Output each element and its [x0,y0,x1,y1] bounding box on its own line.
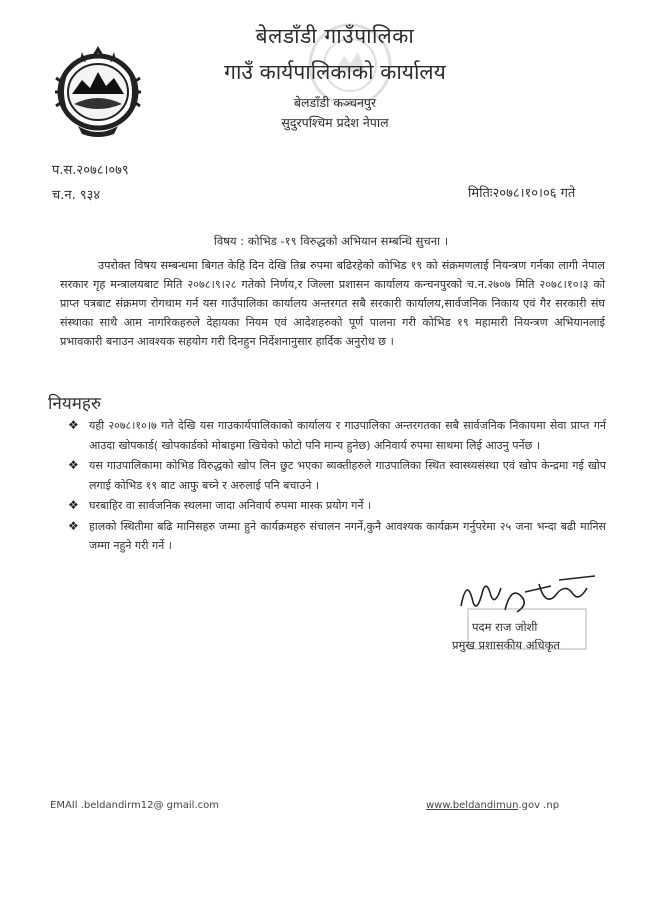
reference-ps: प.स.२०७८।०७९ [52,163,129,178]
rule-text: हालको स्थितीमा बढि मानिसहरु जम्मा हुने कार्यक्रमहरु संचालन नगर्ने,कुनै आवश्यक कार्यक्रम गर्नुपरेमा २५ जना भन्दा बढी मानिस जम्मा नहुने गरी गर्ने । [89,519,606,552]
signatory-title: प्रमुख प्रशासकीय अधिकृत [452,638,560,652]
rule-text: यस गाउपालिकामा कोभिड विरुद्धको खोप लिन छुट भएका ब्यक्तीहरुले गाउपालिका स्थित स्वास्थ्यसंस्था एवं खोप केन्द्रमा गई खोप लगाई कोभिड १९ बाट आफु बच्ने र अरुलाई पनि बचाउने । [89,459,606,492]
diamond-bullet-icon: ❖ [68,498,79,512]
office-name: गाउँ कार्यपालिकाको कार्यालय [224,60,446,84]
diamond-bullet-icon: ❖ [68,418,79,432]
nepal-emblem-icon [52,42,144,140]
diamond-bullet-icon: ❖ [68,458,79,472]
website-domain[interactable]: www.beldandimun [426,800,519,811]
list-item [66,517,606,556]
footer-website[interactable] [426,800,559,811]
subject-line: विषय : कोभिड -१९ विरुद्धको अभियान सम्बन्धि सुचना । [213,234,449,248]
municipality-name: बेलडाँडी गाउँपालिका [255,24,415,48]
rule-text: यही २०७८।१०।७ गते देखि यस गाउकार्यपालिकाको कार्यालय र गाउपालिका अन्तरगतका सबै सार्वजनिक निकायमा सेवा प्राप्त गर्न आउदा खोपकार्ड( खोपकार्डको मोबाइमा खिचेको फोटो पनि मान्य हुनेछ) अनिवार्य रुपमा साथमा लिई आउनु पर्नेछ । [89,419,606,452]
rule-text: घरबाहिर वा सार्वजनिक स्थलमा जादा अनिवार्य रुपमा मास्क प्रयोग गर्ने । [89,499,372,512]
list-item [66,416,606,455]
website-suffix: .gov .np [518,800,560,811]
reference-cn: च.न. ९३४ [52,188,101,203]
rules-list [66,416,606,557]
rules-heading: नियमहरु [48,394,102,414]
letter-date: मितिः२०७८।१०।०६ गते [468,186,576,201]
province-name: सुदुरपश्चिम प्रदेश नेपाल [281,115,389,130]
diamond-bullet-icon: ❖ [68,518,79,533]
list-item [66,496,606,516]
list-item [66,456,606,495]
body-paragraph: उपरोक्त विषय सम्बन्धमा बिगत केहि दिन देखि तिब्र रुपमा बढिरहेको कोभिड १९ को संक्रमणलाई नियन्त्रण गर्नका लागी नेपाल सरकार गृह मन्त्रालयबाट मिति २०७८।९।२८ गतेको निर्णय,र जिल्ला प्रशासन कार्यालय कन्चनपुरको च.न.२७०७ मिति २०७८।१०।३ को प्राप्त पत्रबाट संक्रमण रोगथाम गर्न यस गाउँपालिका कार्यालय अन्तरगत सबै सरकारी कार्यालय,सार्वजनिक निकाय एवं गैर सरकारी संघ संस्थाका साथै आम नागरिकहरुले देहायका नियम एवं आदेशहरुको पूर्ण पालना गरी कोभिड १९ महामारी नियन्त्रण अभियानलाई प्रभावकारी बनाउन आवश्यक सहयोग गरी दिनहुन निर्देशनानुसार हार्दिक अनुरोध छ । [60,259,605,348]
office-location: बेलडाँडी कञ्चनपुर [293,95,377,110]
signatory-name: पदम राज जोशी [472,620,538,634]
footer-email[interactable]: EMAIl .beldandirm12@ gmail.com [50,800,219,811]
